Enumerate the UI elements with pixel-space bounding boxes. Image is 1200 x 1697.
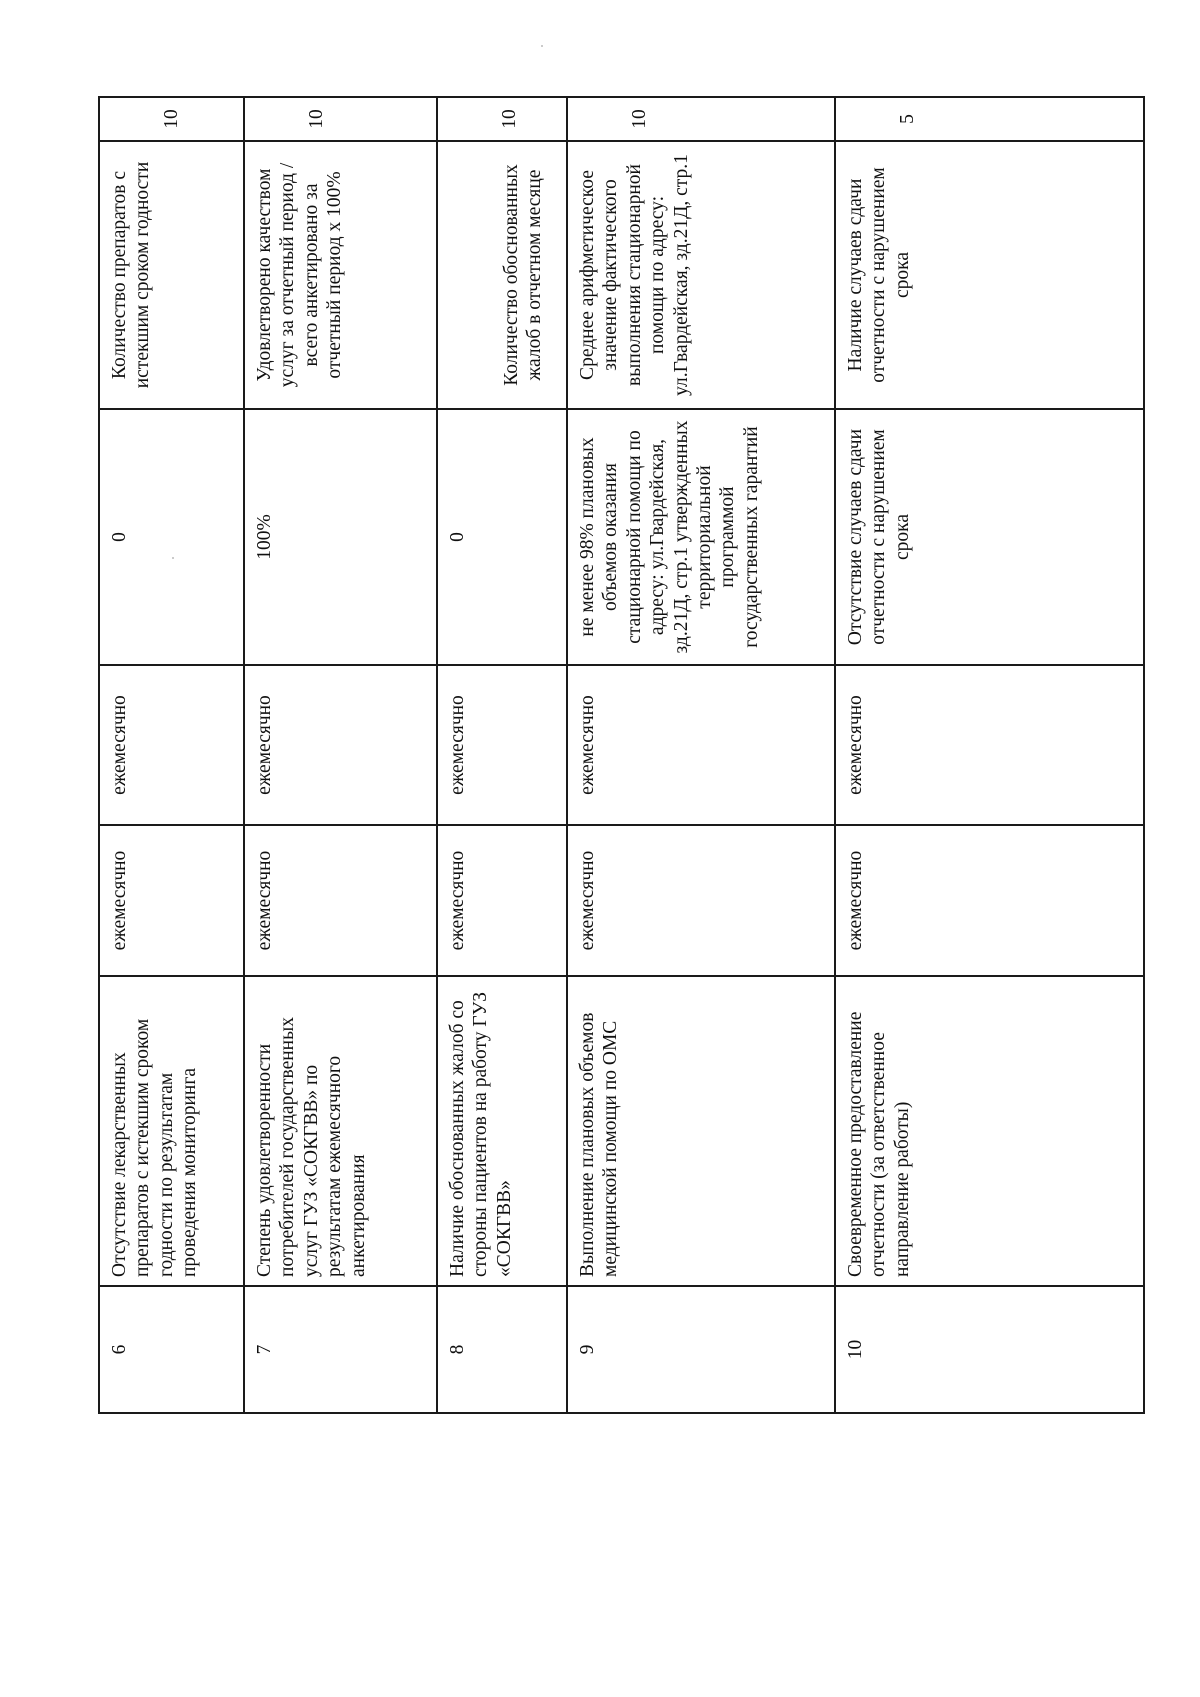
criterion-cell: Степень удовлетворенности потребителей государственных услуг ГУЗ «СОКГВВ» по результатам ежемесячного анкетирования <box>244 976 437 1286</box>
score-cell: 10 <box>99 97 244 141</box>
criterion-cell: Выполнение плановых объемов медицинской помощи по ОМС <box>567 976 835 1286</box>
period-cell: ежемесячно <box>99 825 244 976</box>
criteria-table <box>98 96 1145 1414</box>
period-cell: ежемесячно <box>437 825 567 976</box>
target-value-cell: 0 <box>99 409 244 665</box>
scan-speck <box>172 557 174 559</box>
scan-speck <box>541 45 543 47</box>
indicator-cell: Наличие случаев сдачи отчетности с нарушением срока <box>835 141 1144 409</box>
score-cell: 5 <box>835 97 1144 141</box>
table-row <box>567 97 835 1413</box>
row-number-cell: 10 <box>835 1286 1144 1413</box>
indicator-cell: Количество обоснованных жалоб в отчетном месяце <box>437 141 567 409</box>
criterion-cell: Отсутствие лекарственных препаратов с истекшим сроком годности по результатам проведения мониторинга <box>99 976 244 1286</box>
period-cell: ежемесячно <box>244 665 437 825</box>
row-number-cell: 7 <box>244 1286 437 1413</box>
period-cell: ежемесячно <box>567 665 835 825</box>
table-row <box>835 97 1144 1413</box>
row-number-cell: 6 <box>99 1286 244 1413</box>
score-cell: 10 <box>244 97 437 141</box>
indicator-cell: Удовлетворено качеством услуг за отчетный период / всего анкетировано за отчетный период х 100% <box>244 141 437 409</box>
target-value-cell: Отсутствие случаев сдачи отчетности с нарушением срока <box>835 409 1144 665</box>
score-cell: 10 <box>437 97 567 141</box>
rotated-page-content <box>98 98 1143 1414</box>
criterion-cell: Своевременное предоставление отчетности (за ответственное направление работы) <box>835 976 1144 1286</box>
period-cell: ежемесячно <box>567 825 835 976</box>
row-number-cell: 9 <box>567 1286 835 1413</box>
table-row <box>437 97 567 1413</box>
period-cell: ежемесячно <box>835 665 1144 825</box>
table-row <box>99 97 244 1413</box>
period-cell: ежемесячно <box>244 825 437 976</box>
indicator-cell: Количество препаратов с истекшим сроком годности <box>99 141 244 409</box>
target-value-cell: не менее 98% плановых объемов оказания стационарной помощи по адресу: ул.Гвардейская, зд.21Д, стр.1 утвержденных территориальной программой государственных гарантий <box>567 409 835 665</box>
table-row <box>244 97 437 1413</box>
indicator-cell: Среднее арифметическое значение фактического выполнения стационарной помощи по адресу: ул.Гвардейская, зд.21Д, стр.1 <box>567 141 835 409</box>
period-cell: ежемесячно <box>437 665 567 825</box>
target-value-cell: 0 <box>437 409 567 665</box>
row-number-cell: 8 <box>437 1286 567 1413</box>
period-cell: ежемесячно <box>835 825 1144 976</box>
target-value-cell: 100% <box>244 409 437 665</box>
score-cell: 10 <box>567 97 835 141</box>
period-cell: ежемесячно <box>99 665 244 825</box>
criterion-cell: Наличие обоснованных жалоб со стороны пациентов на работу ГУЗ «СОКГВВ» <box>437 976 567 1286</box>
